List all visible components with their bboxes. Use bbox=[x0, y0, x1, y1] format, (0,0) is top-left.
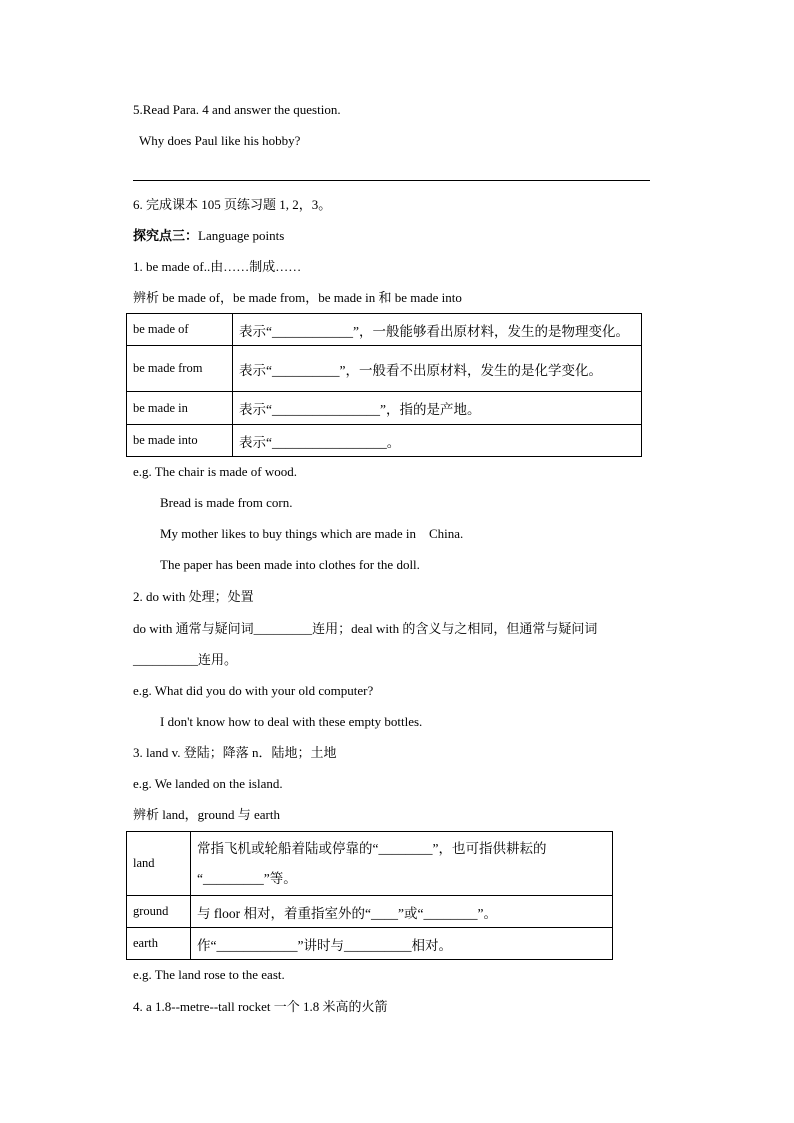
table-row bbox=[127, 832, 613, 896]
be-made-table bbox=[126, 313, 642, 457]
land-table bbox=[126, 831, 613, 960]
term-cell: be made of bbox=[127, 314, 233, 346]
desc-cell bbox=[191, 832, 613, 896]
q5-title: 5.Read Para. 4 and answer the question. bbox=[133, 102, 341, 117]
table-row bbox=[127, 346, 642, 392]
example-line: e.g. The land rose to the east. bbox=[133, 967, 285, 982]
example-line: My mother likes to buy things which are made in China. bbox=[160, 526, 464, 541]
desc-line: “_________”等。 bbox=[197, 870, 297, 886]
term-cell: land bbox=[127, 832, 191, 896]
point2-title: 2. do with 处理；处置 bbox=[133, 589, 254, 604]
desc-cell: 表示“____________”，一般能够看出原材料，发生的是物理变化。 bbox=[233, 314, 642, 346]
example-line: The paper has been made into clothes for the doll. bbox=[160, 557, 420, 572]
point1-title: 1. be made of..由……制成…… bbox=[133, 259, 302, 274]
table-row bbox=[127, 928, 613, 960]
answer-line bbox=[133, 180, 650, 181]
q5-question: Why does Paul like his hobby? bbox=[139, 133, 301, 148]
point2-explain: __________连用。 bbox=[133, 652, 238, 667]
point3-title: 3. land v. 登陆；降落 n．陆地；土地 bbox=[133, 745, 337, 760]
section-title: Language points bbox=[198, 228, 285, 243]
desc-line: 常指飞机或轮船着陆或停靠的“________”，也可指供耕耘的 bbox=[197, 840, 547, 856]
table-row bbox=[127, 314, 642, 346]
desc-cell: 作“____________”讲时与__________相对。 bbox=[191, 928, 613, 960]
desc-cell: 表示“__________”，一般看不出原材料，发生的是化学变化。 bbox=[233, 346, 642, 392]
example-line: I don't know how to deal with these empty bottles. bbox=[160, 714, 423, 729]
example-line: e.g. We landed on the island. bbox=[133, 776, 283, 791]
table-row bbox=[127, 392, 642, 425]
point1-compare: 辨析 be made of，be made from，be made in 和 be made into bbox=[133, 290, 462, 305]
term-cell: be made from bbox=[127, 346, 233, 392]
section-heading bbox=[133, 227, 284, 245]
term-cell: be made in bbox=[127, 392, 233, 425]
example-line: e.g. What did you do with your old computer? bbox=[133, 683, 374, 698]
point4-title: 4. a 1.8--metre--tall rocket 一个 1.8 米高的火箭 bbox=[133, 999, 388, 1014]
example-line: e.g. The chair is made of wood. bbox=[133, 464, 298, 479]
section-label: 探究点三： bbox=[133, 228, 199, 243]
point2-explain: do with 通常与疑问词_________连用；deal with 的含义与之相同，但通常与疑问词 bbox=[133, 621, 598, 636]
point3-compare: 辨析 land，ground 与 earth bbox=[133, 807, 280, 822]
desc-cell: 与 floor 相对，着重指室外的“____”或“________”。 bbox=[191, 896, 613, 928]
desc-cell: 表示“_________________。 bbox=[233, 425, 642, 457]
table-row bbox=[127, 425, 642, 457]
term-cell: ground bbox=[127, 896, 191, 928]
table-row bbox=[127, 896, 613, 928]
term-cell: be made into bbox=[127, 425, 233, 457]
example-line: Bread is made from corn. bbox=[160, 495, 293, 510]
term-cell: earth bbox=[127, 928, 191, 960]
desc-cell: 表示“________________”，指的是产地。 bbox=[233, 392, 642, 425]
q6-text: 6. 完成课本 105 页练习题 1, 2，3。 bbox=[133, 197, 332, 212]
